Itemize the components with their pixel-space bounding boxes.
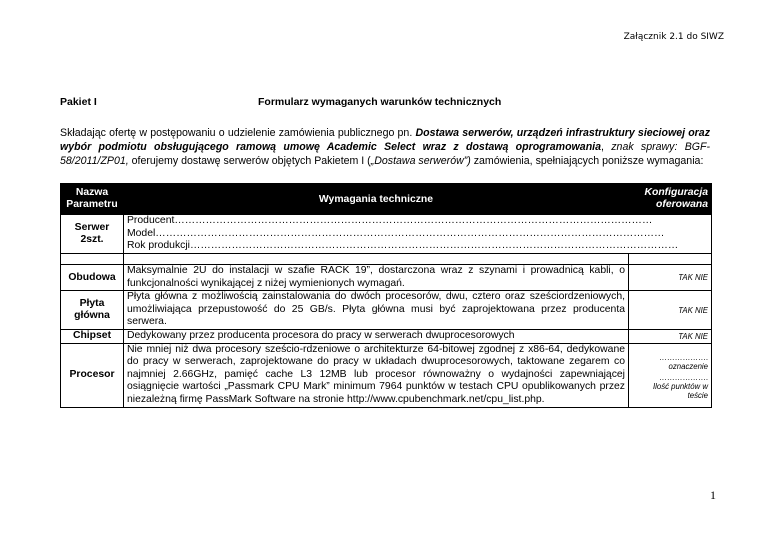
parameter-name: Procesor (61, 343, 124, 407)
spacer-cell (61, 254, 124, 265)
table-header-row (61, 184, 712, 215)
cpu-model-field[interactable]: ………………. (659, 352, 708, 362)
server-name: Serwer 2szt. (61, 215, 124, 254)
intro-case-number: znak sprawy: BGF-58/2011/ZP01, (60, 141, 710, 167)
page-number: 1 (710, 488, 716, 502)
table-row (61, 329, 712, 343)
model-field[interactable]: Model………………………………………………………………………………………………………………………………… (127, 227, 665, 239)
parameter-requirement: Płyta główna z możliwością zainstalowania do dwóch procesorów, dwu, cztero oraz sześciordzeniowych, umożliwiająca przepustowość do 25 GB/s. Płyta główna musi być zaprojektowana przez producenta serwera. (124, 291, 629, 330)
cpu-score-label: Ilość punktów w teście (652, 381, 708, 400)
config-yes-no[interactable]: TAK NIE (629, 291, 712, 330)
spacer-cell (124, 254, 629, 265)
form-title: Formularz wymaganych warunków technicznych (258, 96, 502, 108)
parameter-name: Obudowa (61, 265, 124, 291)
requirements-table (60, 183, 712, 408)
parameter-requirement: Dedykowany przez producenta procesora do pracy w serwerach dwuprocesorowych (124, 329, 629, 343)
server-row (61, 215, 712, 254)
spacer-row (61, 254, 712, 265)
table-row (61, 291, 712, 330)
parameter-name: Chipset (61, 329, 124, 343)
header-requirements: Wymagania techniczne (124, 184, 629, 215)
cpu-model-label: oznaczenie (668, 361, 708, 371)
package-label: Pakiet I (60, 96, 97, 108)
parameter-requirement: Nie mniej niż dwa procesory sześcio-rdzeniowe o architekturze 64-bitowej zgodnej z x86-64, dedykowane do pracy w serwerach, zaprojektowane do pracy w układach dwuprocesorowych, taktowane zegarem co najmniej 2.66GHz, pamięć cache L3 12MB lub procesor równoważny o wydajności zapewniającej osiągnięcie wartości „Passmark CPU Mark” minimum 7964 punktów w testach CPU opublikowanych przez niezależną firmę PassMark Software na stronie http://www.cpubenchmark.net/cpu_list.php. (124, 343, 629, 407)
producer-field[interactable]: Producent………………………………………………………………………………………………………………………… (127, 215, 653, 227)
header-offered-config: Konfiguracja oferowana (629, 184, 712, 215)
intro-text-3: oferujemy dostawę serwerów objętych Pakietem I ( (128, 155, 371, 167)
intro-text-4: zamówienia, spełniających poniższe wymagania: (470, 155, 704, 167)
config-yes-no[interactable]: TAK NIE (629, 265, 712, 291)
header-parameter-name: Nazwa Parametru (61, 184, 124, 215)
attachment-note: Załącznik 2.1 do SIWZ (623, 32, 724, 42)
table-row (61, 343, 712, 407)
cpu-score-field[interactable]: ………………. (659, 372, 708, 382)
parameter-name: Płyta główna (61, 291, 124, 330)
config-yes-no[interactable]: TAK NIE (629, 329, 712, 343)
table-row (61, 265, 712, 291)
intro-text-2: , (601, 141, 612, 153)
parameter-requirement: Maksymalnie 2U do instalacji w szafie RACK 19”, dostarczona wraz z szynami i prowadnicą kabli, o funkcjonalności wynikającej z niżej wymienionych wymagań. (124, 265, 629, 291)
intro-paragraph (60, 126, 710, 168)
server-details (124, 215, 712, 254)
intro-text-1: Składając ofertę w postępowaniu o udzielenie zamówienia publicznego pn. (60, 127, 416, 139)
production-year-field[interactable]: Rok produkcji…………………………………………………………………………………………………………………………… (127, 240, 679, 252)
spacer-cell (629, 254, 712, 265)
intro-tender-name: Dostawa serwerów, urządzeń infrastruktury sieciowej oraz wybór podmiotu obsługującego ramową umowę Academic Select wraz z dostawą oprogramowania (60, 127, 710, 153)
processor-config (629, 343, 712, 407)
intro-package-name: „Dostawa serwerów”) (370, 155, 471, 167)
